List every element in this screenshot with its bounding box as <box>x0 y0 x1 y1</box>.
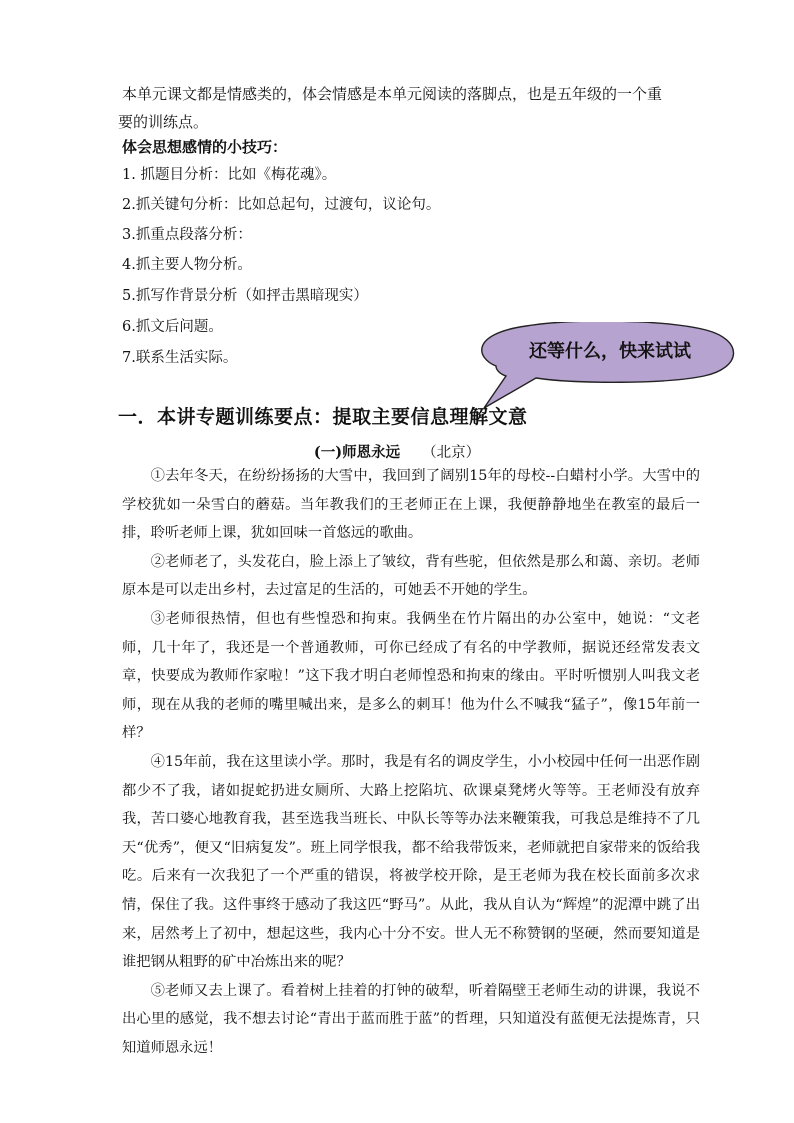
tip-item-2: 2.抓关键句分析：比如总起句，过渡句，议论句。 <box>122 197 441 213</box>
tip-item-4: 4.抓主要人物分析。 <box>122 257 252 273</box>
article-paragraph-4: ④15年前，我在这里读小学。那时，我是有名的调皮学生，小小校园中任何一出恶作剧都少不了我，诸如捉蛇扔进女厕所、大路上挖陷坑、砍课桌凳烤火等等。王老师没有放弃我，苦口婆心地教育我，甚至选我当班长、中队长等等办法来鞭策我，可我总是维持不了几天“优秀”，便又“旧病复发”。班上同学恨我，都不给我带饭来，老师就把自家带来的饭给我吃。后来有一次我犯了一个严重的错误，将被学校开除，是王老师为我在校长面前多次求情，保住了我。这件事终于感动了我这匹“野马”。从此，我从自认为“辉煌”的泥潭中跳了出来，居然考上了初中，想起这些，我内心十分不安。世人无不称赞钢的坚硬，然而要知道是谁把钢从粗野的矿中冶炼出来的呢？ <box>122 753 700 971</box>
section-heading: 一．本讲专题训练要点：提取主要信息理解文意 <box>118 406 528 428</box>
intro-line-1: 本单元课文都是情感类的，体会情感是本单元阅读的落脚点，也是五年级的一个重 <box>122 85 663 103</box>
intro-line-2: 要的训练点。 <box>118 113 209 131</box>
article-title-row <box>0 441 794 462</box>
article-source: （北京） <box>422 445 481 461</box>
tip-item-1: 1. 抓题目分析：比如《梅花魂》。 <box>122 167 337 183</box>
tip-item-5: 5.抓写作背景分析（如抨击黑暗现实） <box>122 288 368 304</box>
tip-item-3: 3.抓重点段落分析： <box>122 227 252 243</box>
speech-bubble-shape <box>466 322 741 412</box>
article-paragraph-2: ②老师老了，头发花白，脸上添上了皱纹，背有些驼，但依然是那么和蔼、亲切。老师原本是可以走出乡村，去过富足的生活的，可她丢不开她的学生。 <box>122 553 700 599</box>
callout-text: 还等什么，快来试试 <box>529 341 691 362</box>
speech-bubble-callout <box>466 322 741 412</box>
article-paragraph-5: ⑤老师又去上课了。看着树上挂着的打钟的破犁，听着隔壁王老师生动的讲课，我说不出心里的感觉，我不想去讨论“青出于蓝而胜于蓝”的哲理，只知道没有蓝便无法提炼青，只知道师恩永远！ <box>122 982 700 1056</box>
article-body <box>122 462 700 1062</box>
tip-item-6: 6.抓文后问题。 <box>122 319 223 335</box>
tip-item-7: 7.联系生活实际。 <box>122 350 238 366</box>
tips-heading: 体会思想感情的小技巧： <box>122 138 288 156</box>
intro-paragraph <box>118 80 702 136</box>
article-paragraph-3: ③老师很热情，但也有些惶恐和拘束。我俩坐在竹片隔出的办公室中，她说：“文老师，几十年了，我还是一个普通教师，可你已经成了有名的中学教师，据说还经常发表文章，快要成为教师作家啦！”这下我才明白老师惶恐和拘束的缘由。平时听惯别人叫我文老师，现在从我的老师的嘴里喊出来，是多么的刺耳！他为什么不喊我“猛子”，像15年前一样？ <box>122 610 700 742</box>
bubble-fill <box>482 322 734 408</box>
article-title: (一)师恩永远 <box>313 444 401 461</box>
article-paragraph-1: ①去年冬天，在纷纷扬扬的大雪中，我回到了阔别15年的母校--白蜡村小学。大雪中的学校犹如一朵雪白的蘑菇。当年教我们的王老师正在上课，我便静静地坐在教室的最后一排，聆听老师上课，犹如回味一首悠远的歌曲。 <box>122 468 700 542</box>
